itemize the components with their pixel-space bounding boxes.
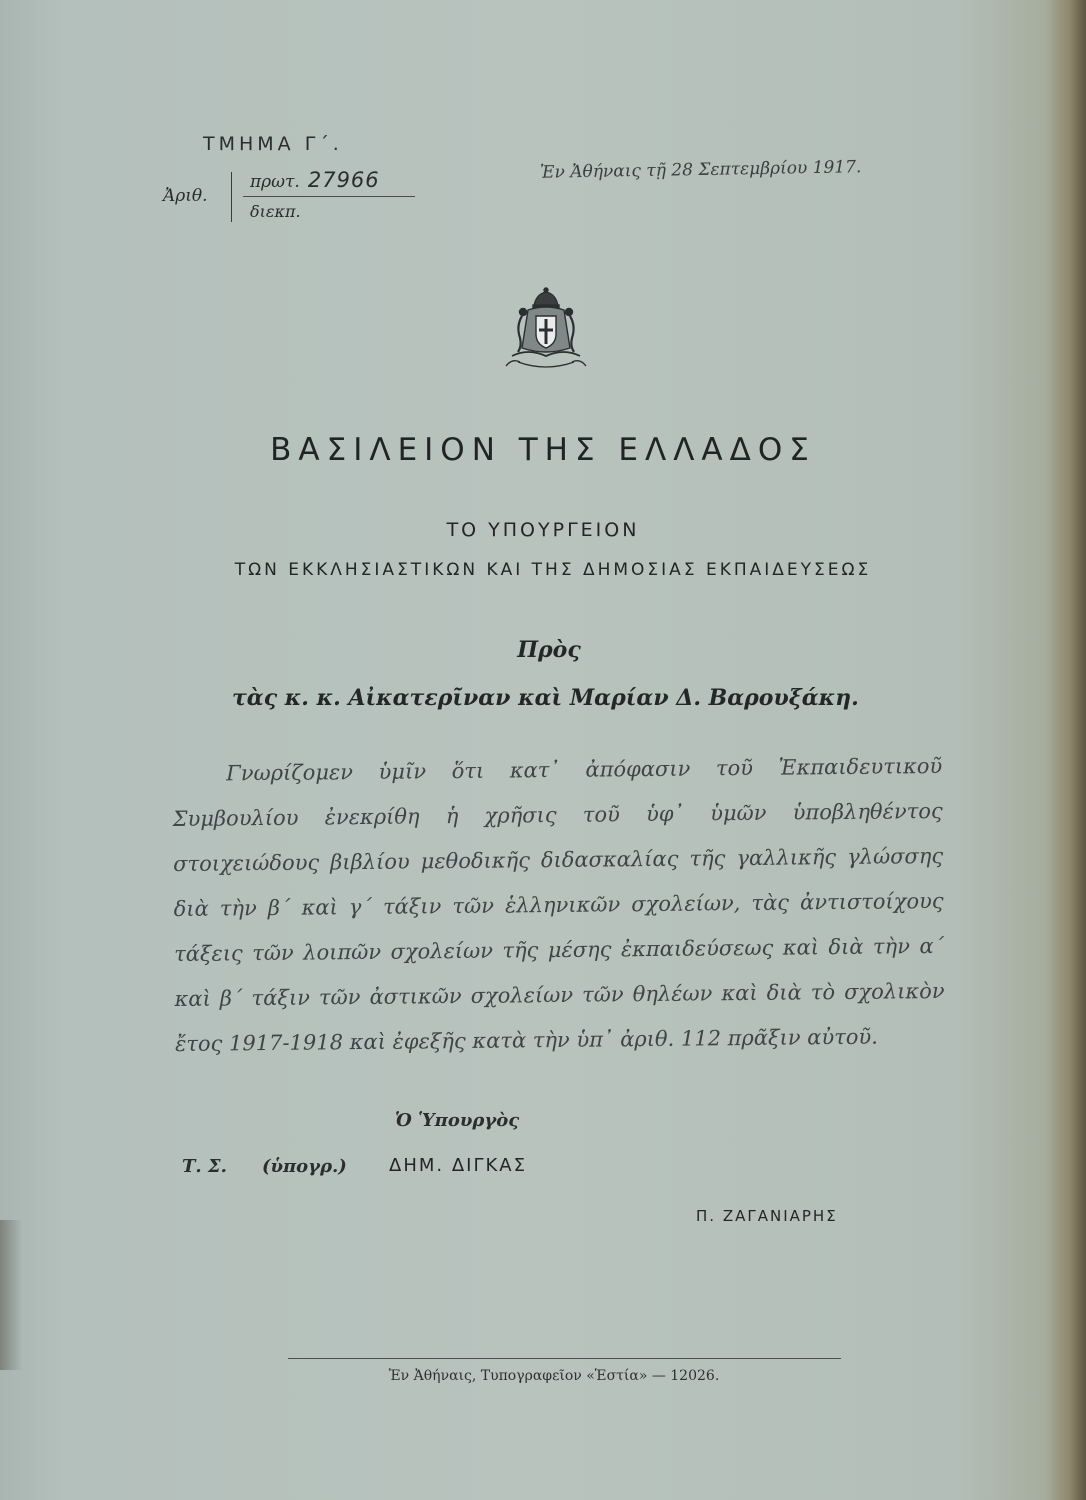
footer-rule: [288, 1358, 841, 1359]
brace-divider: [231, 172, 238, 222]
signed-note: (ὑπογρ.): [262, 1156, 347, 1177]
paper-edge-shadow: [1048, 0, 1086, 1500]
royal-coat-of-arms-icon: [498, 286, 594, 376]
minister-title: Ὁ Ὑπουργὸς: [395, 1110, 520, 1131]
addressed-to: Πρὸς: [517, 637, 581, 663]
protocol-line: [250, 168, 380, 192]
document-date: Ἐν Ἀθήναις τῇ 28 Σεπτεμβρίου 1917.: [539, 157, 862, 183]
protocol-number: 27966: [307, 168, 380, 192]
countersignature: Π. ΖΑΓΑΝΙΑΡΗΣ: [696, 1207, 838, 1225]
printer-imprint: Ἐν Ἀθήναις, Τυπογραφεῖον «Ἑστία» — 12026.: [388, 1368, 720, 1384]
arith-label: Ἀριθ.: [163, 186, 208, 206]
kingdom-title: ΒΑΣΙΛΕΙΟΝ ΤΗΣ ΕΛΛΑΔΟΣ: [270, 432, 816, 468]
protocol-label: πρωτ.: [250, 172, 300, 192]
protocol-rule: [243, 196, 415, 197]
seal-abbrev: Τ. Σ.: [182, 1156, 227, 1177]
ministry-title: ΤΟ ΥΠΟΥΡΓΕΙΟΝ: [446, 519, 640, 541]
section-label: ΤΜΗΜΑ Γ΄.: [203, 133, 343, 155]
minister-name: ΔΗΜ. ΔΙΓΚΑΣ: [389, 1155, 527, 1176]
dispatch-label: διεκπ.: [250, 202, 301, 221]
recipients: τὰς κ. κ. Αἰκατερῖναν καὶ Μαρίαν Δ. Βαρουξάκη.: [232, 685, 859, 711]
paper-stain: [0, 1220, 22, 1370]
letter-body: Γνωρίζομεν ὑμῖν ὅτι κατ᾽ ἀπόφασιν τοῦ Ἐκπαιδευτικοῦ Συμβουλίου ἐνεκρίθη ἡ χρῆσις τοῦ ὑφ᾽ ὑμῶν ὑποβληθέντος στοιχειώδους βιβλίου μεθοδικῆς διδασκαλίας τῆς γαλλικῆς γλώσσης διὰ τὴν β΄ καὶ γ΄ τάξιν τῶν ἑλληνικῶν σχολείων, τὰς ἀντιστοίχους τάξεις τῶν λοιπῶν σχολείων τῆς μέσης ἐκπαιδεύσεως καὶ διὰ τὴν α΄ καὶ β΄ τάξιν τῶν ἀστικῶν σχολείων τῶν θηλέων καὶ διὰ τὸ σχολικὸν ἔτος 1917-1918 καὶ ἐφεξῆς κατὰ τὴν ὑπ᾽ ἀριθ. 112 πρᾶξιν αὐτοῦ.: [172, 753, 945, 1056]
ministry-subtitle: ΤΩΝ ΕΚΚΛΗΣΙΑΣΤΙΚΩΝ ΚΑΙ ΤΗΣ ΔΗΜΟΣΙΑΣ ΕΚΠΑΙΔΕΥΣΕΩΣ: [234, 560, 872, 580]
